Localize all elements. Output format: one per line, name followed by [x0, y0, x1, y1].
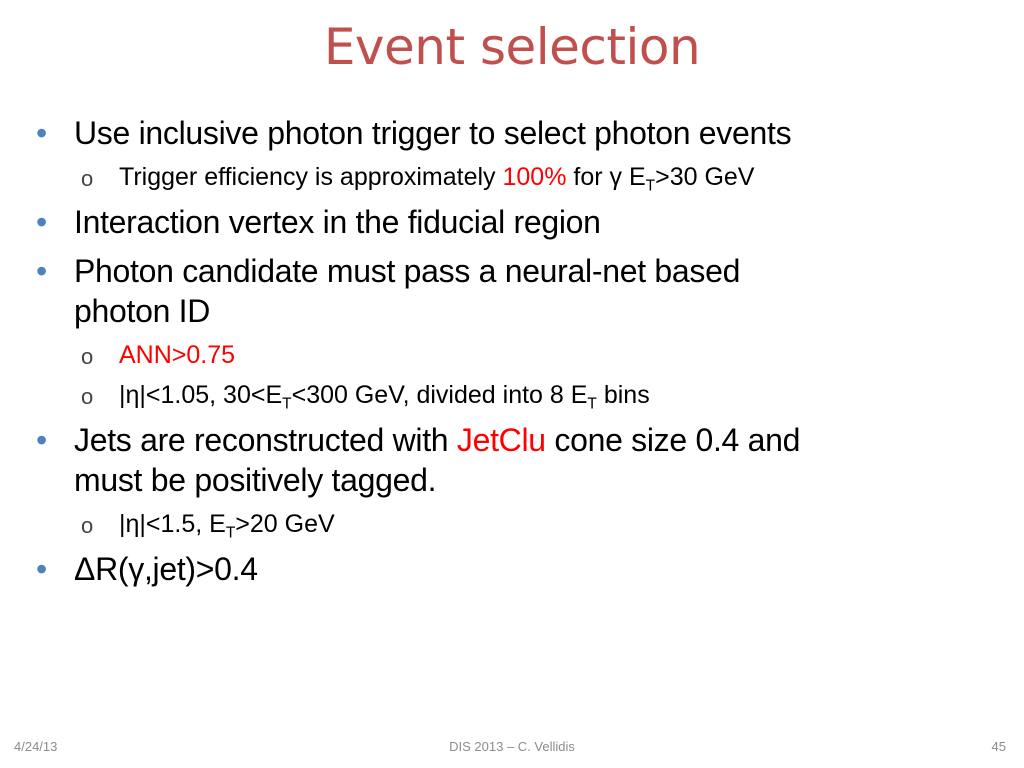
bullet-text: cone size 0.4 and: [545, 422, 801, 458]
bullet-text: photon ID: [74, 293, 211, 329]
subscript: T: [587, 395, 597, 413]
sub-bullet-item: [81, 339, 996, 371]
bullet-dot-icon: •: [36, 422, 47, 458]
bullet-dot-icon: •: [36, 204, 47, 240]
bullet-item: [36, 202, 996, 242]
subscript: T: [225, 524, 236, 542]
circle-bullet-icon: o: [81, 513, 94, 538]
bullet-dot-icon: •: [36, 253, 47, 289]
sub-bullet-text: bins: [596, 381, 650, 409]
bullet-item: [36, 420, 996, 500]
sub-bullet-text: Trigger efficiency is approximately: [119, 163, 503, 191]
sub-bullet-text: <300 GeV, divided into 8 E: [291, 381, 588, 409]
bullet-text: Jets are reconstructed with: [74, 422, 457, 458]
highlight-text: JetClu: [456, 422, 546, 458]
sub-bullet-text: for γ E: [566, 163, 646, 191]
circle-bullet-icon: o: [81, 384, 94, 409]
slide-body: [36, 104, 996, 589]
sub-bullet-item: [81, 508, 996, 540]
bullet-text: Photon candidate must pass a neural-net based: [74, 253, 741, 289]
footer-conference: DIS 2013 – C. Vellidis: [449, 739, 575, 754]
bullet-item: [36, 251, 996, 331]
footer-page-number: 45: [991, 739, 1006, 754]
sub-bullet-text: |η|<1.05, 30<E: [119, 381, 283, 409]
bullet-text: Use inclusive photon trigger to select photon events: [74, 115, 792, 151]
bullet-text: Interaction vertex in the fiducial region: [74, 204, 601, 240]
slide-title: Event selection: [323, 18, 701, 76]
sub-bullet-text: >30 GeV: [655, 163, 755, 191]
bullet-dot-icon: •: [36, 551, 47, 587]
sub-bullet-text: >20 GeV: [235, 510, 335, 538]
footer-date: 4/24/13: [14, 739, 58, 754]
circle-bullet-icon: o: [81, 344, 94, 369]
subscript: T: [645, 177, 656, 195]
bullet-text: must be positively tagged.: [74, 462, 437, 498]
highlight-text: 100%: [502, 163, 567, 191]
sub-bullet-item: [81, 379, 996, 411]
sub-bullet-item: [81, 161, 996, 193]
highlight-text: ANN>0.75: [119, 341, 236, 369]
bullet-item: [36, 549, 996, 589]
sub-bullet-text: |η|<1.5, E: [119, 510, 226, 538]
bullet-dot-icon: •: [36, 115, 47, 151]
subscript: T: [282, 395, 292, 413]
bullet-text: ΔR(γ,jet)>0.4: [74, 551, 258, 587]
circle-bullet-icon: o: [81, 166, 94, 191]
bullet-item: [36, 113, 996, 153]
